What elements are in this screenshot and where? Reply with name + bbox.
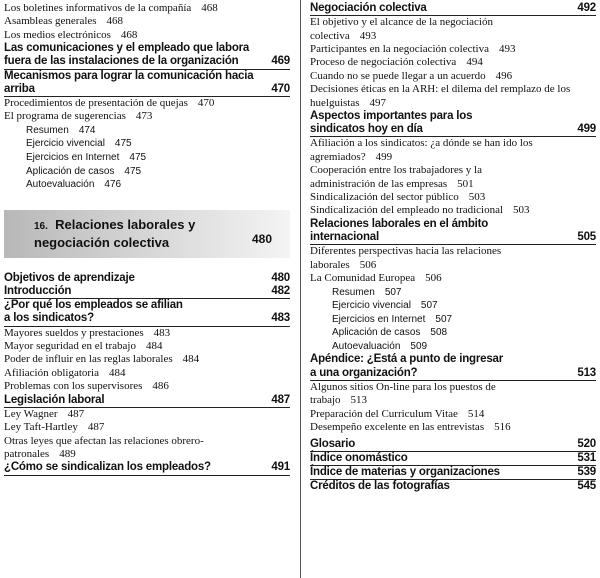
toc-entry[interactable]: Sindicalización del sector público 503 <box>310 191 486 204</box>
toc-right-column <box>310 2 596 493</box>
toc-backmatter-glosario[interactable]: Glosario 520 <box>310 438 596 452</box>
toc-heading[interactable]: Relaciones laborales en el ámbito internacional 505 <box>310 218 596 245</box>
toc-subentry[interactable]: Resumen 507 <box>332 286 402 298</box>
toc-entry[interactable]: Asambleas generales 468 <box>4 15 124 28</box>
toc-entry[interactable]: Problemas con los supervisores 486 <box>4 380 169 393</box>
toc-subentry[interactable]: Resumen 474 <box>26 124 96 136</box>
toc-entry[interactable]: Diferentes perspectivas hacia las relaciones laborales 506 <box>310 245 502 271</box>
toc-entry[interactable]: Desempeño excelente en las entrevistas 516 <box>310 421 511 434</box>
toc-subentry[interactable]: Autoevaluación 476 <box>26 179 122 191</box>
toc-subentry[interactable]: Ejercicio vivencial 507 <box>332 300 438 312</box>
column-divider <box>300 0 301 578</box>
toc-entry[interactable]: Mayor seguridad en el trabajo 484 <box>4 340 163 353</box>
toc-entry[interactable]: Preparación del Curriculum Vitae 514 <box>310 407 485 420</box>
toc-subentry[interactable]: Aplicación de casos 508 <box>332 327 448 339</box>
toc-entry[interactable]: Participantes en la negociación colectiva 493 <box>310 43 516 56</box>
toc-subentry[interactable]: Autoevaluación 509 <box>332 340 428 352</box>
toc-heading[interactable]: Mecanismos para lograr la comunicación hacia arriba 470 <box>4 70 290 97</box>
toc-entry[interactable]: Afiliación obligatoria 484 <box>4 366 126 379</box>
toc-heading[interactable]: Las comunicaciones y el empleado que labora fuera de las instalaciones de la organización 469 <box>4 42 290 69</box>
toc-entry[interactable]: Los boletines informativos de la compañía 468 <box>4 2 218 14</box>
toc-heading[interactable]: Apéndice: ¿Está a punto de ingresar a una organización? 513 <box>310 353 596 380</box>
toc-entry[interactable]: Procedimientos de presentación de quejas 470 <box>4 97 215 110</box>
toc-entry[interactable]: Poder de influir en las reglas laborales 484 <box>4 353 200 366</box>
toc-left-column <box>4 2 290 476</box>
toc-entry[interactable]: El objetivo y el alcance de la negociación colectiva 493 <box>310 16 493 42</box>
toc-heading[interactable]: Legislación laboral 487 <box>4 394 290 408</box>
toc-entry[interactable]: Afiliación a los sindicatos: ¿a dónde se han ido los agremiados? 499 <box>310 137 533 163</box>
toc-backmatter-materias[interactable]: Índice de materias y organizaciones 539 <box>310 466 596 480</box>
toc-heading[interactable]: Objetivos de aprendizaje 480 <box>4 271 290 284</box>
toc-entry[interactable]: Cooperación entre los trabajadores y la administración de las empresas 501 <box>310 164 482 190</box>
toc-entry[interactable]: El programa de sugerencias 473 <box>4 110 153 123</box>
toc-entry[interactable]: Ley Taft-Hartley 487 <box>4 421 105 434</box>
toc-subentry[interactable]: Ejercicios en Internet 507 <box>332 313 453 325</box>
toc-subentry[interactable]: Ejercicio vivencial 475 <box>26 138 132 150</box>
toc-entry[interactable]: Mayores sueldos y prestaciones 483 <box>4 326 171 339</box>
chapter-page: 480 <box>252 231 273 246</box>
toc-entry[interactable]: Sindicalización del empleado no tradicional 503 <box>310 204 530 217</box>
toc-heading[interactable]: Aspectos importantes para los sindicatos hoy en día 499 <box>310 110 596 137</box>
toc-backmatter-onomastico[interactable]: Índice onomástico 531 <box>310 452 596 466</box>
toc-heading[interactable]: Negociación colectiva 492 <box>310 2 596 16</box>
toc-heading[interactable]: ¿Cómo se sindicalizan los empleados? 491 <box>4 461 290 475</box>
toc-entry[interactable]: Ley Wagner 487 <box>4 407 85 420</box>
toc-entry[interactable]: La Comunidad Europea 506 <box>310 272 442 285</box>
toc-entry[interactable]: Proceso de negociación colectiva 494 <box>310 56 483 69</box>
toc-backmatter-creditos[interactable]: Créditos de las fotografías 545 <box>310 480 596 493</box>
toc-entry[interactable]: Otras leyes que afectan las relaciones obrero-patronales 489 <box>4 434 204 461</box>
toc-heading[interactable]: Introducción 482 <box>4 285 290 299</box>
toc-entry[interactable]: Cuando no se puede llegar a un acuerdo 496 <box>310 69 513 82</box>
toc-entry[interactable]: Los medios electrónicos 468 <box>4 28 138 41</box>
toc-subentry[interactable]: Ejercicios en Internet 475 <box>26 152 147 164</box>
toc-entry[interactable]: Decisiones éticas en la ARH: el dilema del remplazo de los huelguistas 497 <box>310 83 571 109</box>
toc-heading[interactable]: ¿Por qué los empleados se afilian a los sindicatos? 483 <box>4 299 290 326</box>
chapter-title: 16. Relaciones laborales y negociación colectiva <box>34 216 196 250</box>
toc-entry[interactable]: Algunos sitios On-line para los puestos de trabajo 513 <box>310 380 496 407</box>
chapter-banner[interactable] <box>4 210 290 258</box>
toc-subentry[interactable]: Aplicación de casos 475 <box>26 165 142 177</box>
